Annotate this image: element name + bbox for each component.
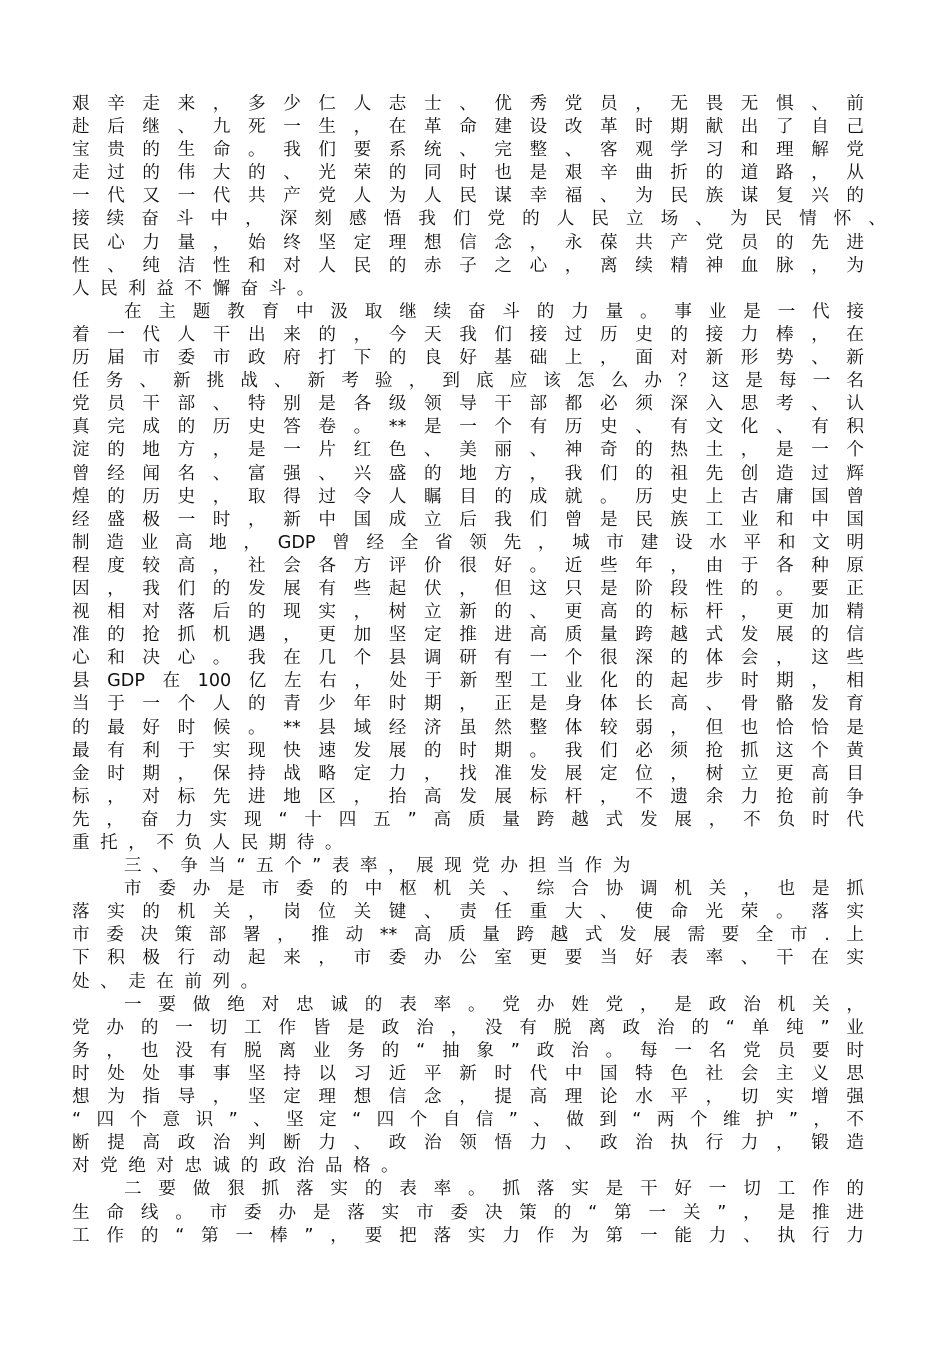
text-line-content: 党办的一切工作皆是政治，没有脱离政治的“单纯”业 xyxy=(72,1017,864,1038)
text-line xyxy=(72,717,864,740)
text-line-content: 下积极行动起来，市委办公室更要当好表率、干在实 xyxy=(72,948,864,969)
text-line xyxy=(72,439,864,462)
text-line-content: 煌的历史，取得过令人瞩目的成就。历史上古庸国曾 xyxy=(72,486,864,507)
paragraph-start-line xyxy=(72,301,864,324)
text-line xyxy=(72,416,864,439)
text-line-content: 着一代人干出来的，今天我们接过历史的接力棒，在 xyxy=(72,324,864,345)
text-line-content: 时处处事事坚持以习近平新时代中国特色社会主义思 xyxy=(72,1063,864,1084)
text-line xyxy=(72,1086,864,1109)
text-line-content: 当于一个人的青少年时期，正是身体长高、骨骼发育 xyxy=(72,694,864,715)
text-line xyxy=(72,255,864,278)
text-line-content: 重托，不负人民期待。 xyxy=(72,833,353,853)
text-line-content: 在主题教育中汲取继续奋斗的力量。事业是一代接 xyxy=(124,301,864,322)
text-line-content: 程度较高，社会各方评价很好。近些年，由于各种原 xyxy=(72,555,864,576)
text-line-content: 历届市委市政府打下的良好基础上，面对新形势、新 xyxy=(72,348,864,369)
text-line xyxy=(72,555,864,578)
text-line-content: 因，我们的发展有些起伏，但这只是阶段性的。要正 xyxy=(72,578,864,599)
text-line xyxy=(72,347,864,370)
text-line xyxy=(72,370,864,393)
text-line-content: 先，奋力实现“十四五”高质量跨越式发展，不负时代 xyxy=(72,809,864,830)
text-line xyxy=(72,740,864,763)
section-heading xyxy=(72,855,864,878)
text-line xyxy=(72,463,864,486)
text-line-content: 一要做绝对忠诚的表率。党办姓党，是政治机关， xyxy=(124,994,864,1015)
text-line xyxy=(72,232,864,255)
text-line xyxy=(72,93,864,116)
text-line-content: 对党绝对忠诚的政治品格。 xyxy=(72,1156,410,1177)
text-line xyxy=(72,509,864,532)
text-line-content: 党员干部、特别是各级领导干部都必须深入思考、认 xyxy=(72,394,864,415)
text-line xyxy=(72,693,864,716)
text-line xyxy=(72,647,864,670)
text-line xyxy=(72,624,864,647)
text-line-content: 县GDP在100亿左右，处于新型工业化的起步时期，相 xyxy=(72,671,864,692)
text-line-content: 落实的机关，岗位关键、责任重大、使命光荣。落实 xyxy=(72,902,864,923)
text-line xyxy=(72,1202,864,1225)
text-line-content: 生命线。市委办是落实市委决策的“第一关”，是推进 xyxy=(72,1202,864,1223)
text-line-content: 市委办是市委的中枢机关、综合协调机关，也是抓 xyxy=(124,879,864,900)
text-line xyxy=(72,1063,864,1086)
text-line-content: 视相对落后的现实，树立新的、更高的标杆，更加精 xyxy=(72,602,864,623)
text-line-content: 真完成的历史答卷。**是一个有历史、有文化、有积 xyxy=(72,417,864,438)
text-line xyxy=(72,208,886,231)
text-line-content: 民心力量，始终坚定理想信念，永葆共产党员的先进 xyxy=(72,232,864,253)
text-line-content: 走过的伟大的、光荣的同时也是艰辛曲折的道路，从 xyxy=(72,163,864,184)
text-line-content: 断提高政治判断力、政治领悟力、政治执行力，锻造 xyxy=(72,1133,864,1154)
text-line xyxy=(72,139,864,162)
text-line xyxy=(72,185,864,208)
text-line xyxy=(72,1109,864,1132)
text-line xyxy=(72,1040,864,1063)
text-line xyxy=(72,486,864,509)
text-line xyxy=(72,763,864,786)
text-line-content: 工作的“第一棒”，要把落实力作为第一能力、执行力 xyxy=(72,1225,864,1246)
text-line xyxy=(72,1155,864,1178)
text-line-content: 宝贵的生命。我们要系统、完整、客观学习和理解党 xyxy=(72,140,864,161)
text-line xyxy=(72,601,864,624)
text-line-content: 标，对标先进地区，抬高发展标杆，不遗余力抢前争 xyxy=(72,786,864,807)
text-line xyxy=(72,578,864,601)
text-line xyxy=(72,1017,864,1040)
paragraph-start-line xyxy=(72,994,864,1017)
text-line xyxy=(72,924,864,947)
text-line xyxy=(72,1132,864,1155)
text-line-content: 任务、新挑战、新考验，到底应该怎么办？这是每一名 xyxy=(72,371,864,392)
text-line xyxy=(72,532,864,555)
text-line-content: 淀的地方，是一片红色、美丽、神奇的热土，是一个 xyxy=(72,440,864,461)
text-line-content: 金时期，保持战略定力，找准发展定位，树立更高目 xyxy=(72,763,864,784)
text-line-content: 艰辛走来，多少仁人志士、优秀党员，无畏无惧、前 xyxy=(72,94,864,114)
text-line xyxy=(72,162,864,185)
text-line-content: 性、纯洁性和对人民的赤子之心，离续精神血脉，为 xyxy=(72,255,864,276)
text-line xyxy=(72,393,864,416)
text-line-content: “四个意识”、坚定“四个自信”、做到“两个维护”，不 xyxy=(72,1110,864,1131)
paragraph-start-line xyxy=(72,878,864,901)
text-line-content: 想为指导，坚定理想信念，提高理论水平，切实增强 xyxy=(72,1087,864,1108)
text-line xyxy=(72,670,864,693)
text-line-content: 接续奋斗中，深刻感悟我们党的人民立场、为民情怀、 xyxy=(72,209,886,230)
text-line-content: 曾经闻名、富强、兴盛的地方，我们的祖先创造过辉 xyxy=(72,463,864,484)
text-line-content: 一代又一代共产党人为人民谋幸福、为民族谋复兴的 xyxy=(72,186,864,207)
text-line-content: 制造业高地，GDP曾经全省领先，城市建设水平和文明 xyxy=(72,532,864,553)
text-line-content: 经盛极一时，新中国成立后我们曾是民族工业和中国 xyxy=(72,509,864,530)
text-line-content: 二要做狠抓落实的表率。抓落实是干好一切工作的 xyxy=(124,1179,864,1200)
text-line-content: 最有利于实现快速发展的时期。我们必须抢抓这个黄 xyxy=(72,740,864,761)
text-line xyxy=(72,116,864,139)
text-line xyxy=(72,947,864,970)
document-page xyxy=(72,93,886,1248)
section-heading-text: 三、争当“五个”表率，展现党办担当作为 xyxy=(124,856,641,877)
text-line-content: 处、走在前列。 xyxy=(72,971,269,992)
text-line xyxy=(72,971,864,994)
text-line xyxy=(72,324,864,347)
text-line xyxy=(72,901,864,924)
paragraph-start-line xyxy=(72,1178,864,1201)
text-line-content: 的最好时候。**县域经济虽然整体较弱，但也恰恰是 xyxy=(72,717,864,738)
text-line xyxy=(72,278,864,301)
text-line-content: 准的抢抓机遇，更加坚定推进高质量跨越式发展的信 xyxy=(72,625,864,646)
text-line-content: 人民利益不懈奋斗。 xyxy=(72,278,325,299)
text-line xyxy=(72,809,864,832)
text-line-content: 心和决心。我在几个县调研有一个很深的体会，这些 xyxy=(72,648,864,669)
text-line xyxy=(72,832,864,855)
text-line xyxy=(72,1225,864,1248)
text-line-content: 市委决策部署，推动**高质量跨越式发展需要全市.上 xyxy=(72,925,864,946)
text-line-content: 务，也没有脱离业务的“抽象”政治。每一名党员要时 xyxy=(72,1040,864,1061)
text-line xyxy=(72,786,864,809)
text-line-content: 赴后继、九死一生，在革命建设改革时期献出了自己 xyxy=(72,117,864,138)
